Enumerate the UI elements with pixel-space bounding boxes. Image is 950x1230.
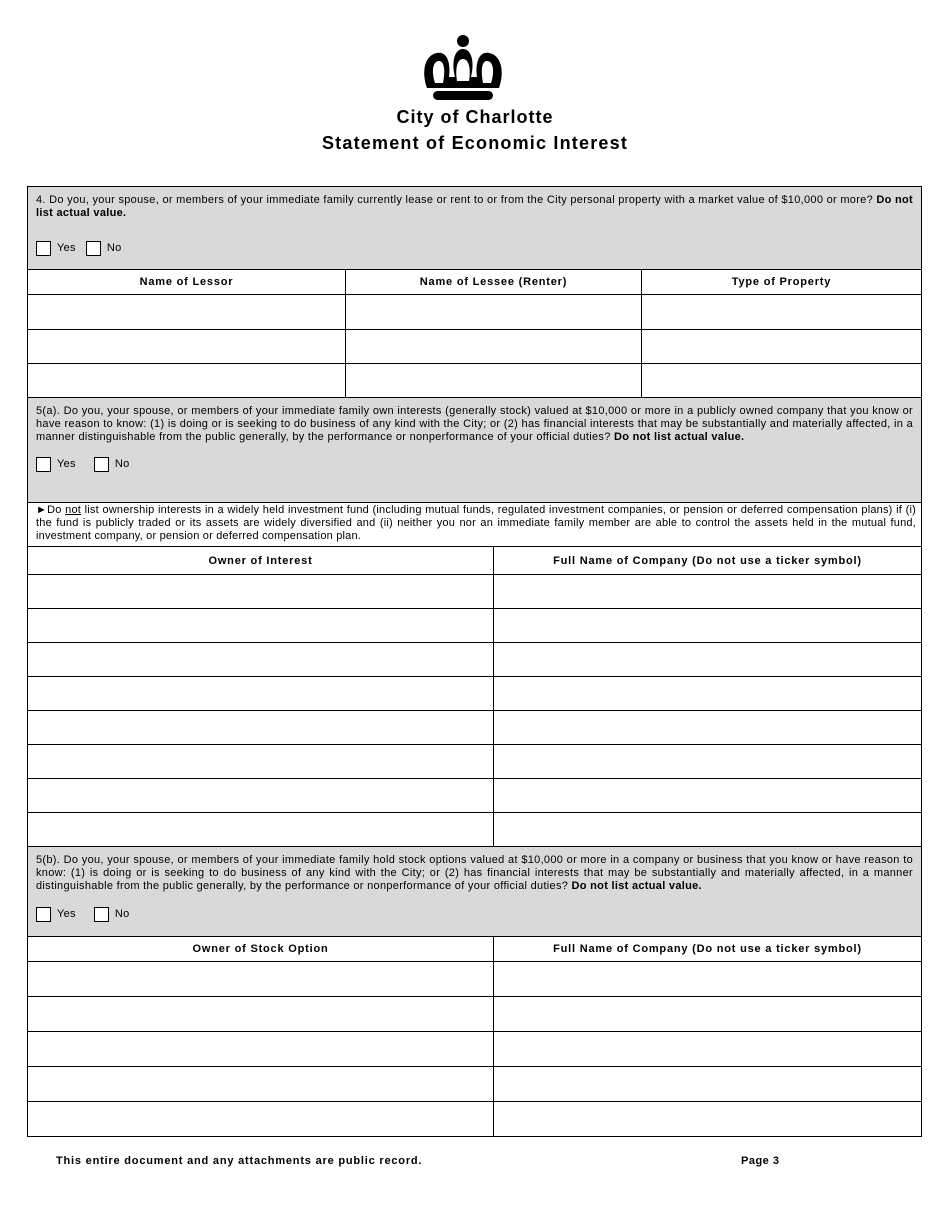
- q5a-yes-label: Yes: [57, 458, 76, 470]
- table-row: [28, 1032, 921, 1067]
- table-row: [28, 1102, 921, 1136]
- table-row: [28, 1067, 921, 1102]
- company-field[interactable]: [494, 962, 921, 996]
- question-4-bold: Do not list actual value.: [36, 194, 913, 219]
- crown-icon: [421, 33, 505, 103]
- q4-no-label: No: [106, 242, 122, 254]
- table-row: [28, 813, 921, 847]
- page-title: Statement of Economic Interest: [321, 133, 629, 153]
- column-header: Full Name of Company (Do not use a ticker symbol): [553, 943, 862, 955]
- company-field[interactable]: [494, 1032, 921, 1066]
- question-4: [28, 187, 921, 270]
- company-field[interactable]: [494, 575, 921, 608]
- table-row: [28, 330, 921, 364]
- table-row: [28, 295, 921, 330]
- question-5a-text: 5(a). Do you, your spouse, or members of your immediate family own interests (generally stock) valued at $10,000 or more in a publicly owned company that you know or have reason to know: (1) is doing or is seeking to do business of any kind with the City; or (2) has financial interests that may be substantially and materially affected, in a manner distinguishable from the public generally, by the performance or nonperformance of your official duties?: [36, 405, 913, 443]
- company-field[interactable]: [494, 813, 921, 846]
- company-field[interactable]: [494, 609, 921, 642]
- owner-field[interactable]: [28, 575, 494, 608]
- q5a-yes-checkbox[interactable]: [36, 457, 51, 472]
- table-row: [28, 609, 921, 643]
- company-field[interactable]: [494, 779, 921, 812]
- question-5a-bold: Do not list actual value.: [614, 431, 745, 443]
- column-header: Owner of Interest: [28, 547, 494, 574]
- question-5a: [28, 398, 921, 503]
- question-5b: [28, 847, 921, 937]
- q5b-no-checkbox[interactable]: [94, 907, 109, 922]
- table-row: [28, 997, 921, 1032]
- column-header: Full Name of Company (Do not use a ticker symbol): [553, 554, 862, 567]
- question-5b-bold: Do not list actual value.: [571, 880, 702, 892]
- page-number: Page 3: [741, 1155, 780, 1167]
- company-field[interactable]: [494, 745, 921, 778]
- investment-fund-note: [28, 503, 921, 547]
- q5a-no-label: No: [114, 458, 130, 470]
- question-4-text: 4. Do you, your spouse, or members of your immediate family currently lease or rent to or from the City personal property with a market value of $10,000 or more?: [36, 194, 877, 206]
- owner-field[interactable]: [28, 1067, 494, 1101]
- q5b-no-label: No: [114, 908, 130, 920]
- q4-yes-checkbox[interactable]: [36, 241, 51, 256]
- company-field[interactable]: [494, 711, 921, 744]
- table-row: [28, 643, 921, 677]
- note-underline: not: [65, 504, 82, 516]
- lessee-field[interactable]: [346, 330, 642, 363]
- lessor-field[interactable]: [28, 364, 346, 397]
- form-table: [27, 186, 922, 1137]
- table-row: [28, 711, 921, 745]
- property-type-field[interactable]: [642, 330, 921, 363]
- company-field[interactable]: [494, 677, 921, 710]
- owner-field[interactable]: [28, 643, 494, 676]
- q4-yes-label: Yes: [57, 242, 76, 254]
- owner-field[interactable]: [28, 745, 494, 778]
- q4-header-row: [28, 270, 921, 295]
- lessor-field[interactable]: [28, 330, 346, 363]
- lessee-field[interactable]: [346, 295, 642, 329]
- public-record-notice: This entire document and any attachments are public record.: [56, 1155, 423, 1167]
- company-field[interactable]: [494, 643, 921, 676]
- property-type-field[interactable]: [642, 295, 921, 329]
- q4-no-checkbox[interactable]: [86, 241, 101, 256]
- column-header: Type of Property: [731, 276, 832, 288]
- owner-field[interactable]: [28, 609, 494, 642]
- q5a-no-checkbox[interactable]: [94, 457, 109, 472]
- owner-field[interactable]: [28, 962, 494, 996]
- company-field[interactable]: [494, 997, 921, 1031]
- column-header: Name of Lessee (Renter): [346, 270, 642, 294]
- owner-field[interactable]: [28, 677, 494, 710]
- column-header: Name of Lessor: [28, 270, 346, 294]
- table-row: [28, 575, 921, 609]
- q5b-yes-checkbox[interactable]: [36, 907, 51, 922]
- table-row: [28, 962, 921, 997]
- q5a-header-row: [28, 547, 921, 575]
- table-row: [28, 745, 921, 779]
- table-row: [28, 364, 921, 398]
- table-row: [28, 677, 921, 711]
- lessor-field[interactable]: [28, 295, 346, 329]
- lessee-field[interactable]: [346, 364, 642, 397]
- table-row: [28, 779, 921, 813]
- owner-field[interactable]: [28, 813, 494, 846]
- owner-field[interactable]: [28, 997, 494, 1031]
- owner-field[interactable]: [28, 711, 494, 744]
- question-5b-text: 5(b). Do you, your spouse, or members of your immediate family hold stock options valued at $10,000 or more in a company or business that you know or have reason to know: (1) is doing or is seeking to do business of any kind with the City; or (2) has financial interests that may be substantially and materially affected, in a manner distinguishable from the public generally, by the performance or nonperformance of your official duties?: [36, 854, 913, 892]
- company-field[interactable]: [494, 1067, 921, 1101]
- column-header: Owner of Stock Option: [28, 937, 494, 961]
- owner-field[interactable]: [28, 1102, 494, 1136]
- property-type-field[interactable]: [642, 364, 921, 397]
- note-pre: ►Do: [36, 504, 66, 516]
- note-post: list ownership interests in a widely held investment fund (including mutual funds, regulated investment companies, or pension or deferred compensation plans) if (i) the fund is publicly traded or its assets are widely diversified and (ii) neither you nor an immediate family member are able to control the assets held in the mutual fund, investment company, or pension or deferred compensation plan.: [36, 504, 916, 542]
- owner-field[interactable]: [28, 779, 494, 812]
- q5b-header-row: [28, 937, 921, 962]
- city-name: City of Charlotte: [396, 107, 554, 127]
- company-field[interactable]: [494, 1102, 921, 1136]
- owner-field[interactable]: [28, 1032, 494, 1066]
- q5b-yes-label: Yes: [57, 908, 76, 920]
